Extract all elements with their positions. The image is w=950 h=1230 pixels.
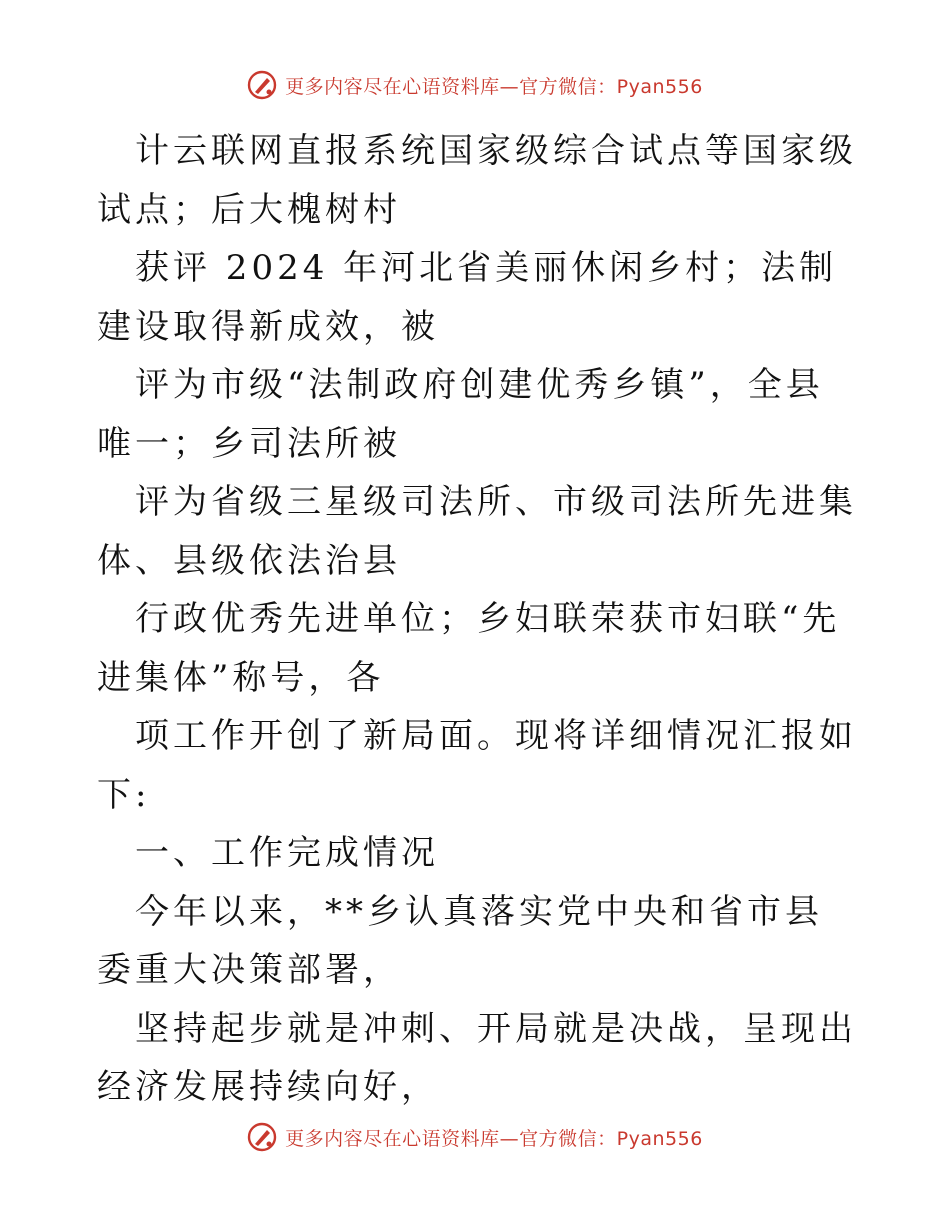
section-heading: 一、工作完成情况	[135, 833, 439, 873]
body-paragraph-3: 评为市级“法制政府创建优秀乡镇”，全县唯一；乡司法所被	[97, 365, 824, 464]
body-paragraph-2: 获评 2024 年河北省美丽休闲乡村；法制建设取得新成效，被	[97, 248, 838, 347]
body-paragraph-8: 今年以来，**乡认真落实党中央和省市县委重大决策部署，	[97, 891, 823, 990]
body-paragraph-1: 计云联网直报系统国家级综合试点等国家级试点；后大槐树村	[97, 131, 857, 230]
header-banner-text: 更多内容尽在心语资料库—官方微信：Pyan556	[285, 75, 703, 98]
footer-banner	[0, 1122, 950, 1152]
footer-banner-text: 更多内容尽在心语资料库—官方微信：Pyan556	[285, 1127, 703, 1150]
body-paragraph-9: 坚持起步就是冲刺、开局就是决战，呈现出经济发展持续向好，	[97, 1008, 857, 1107]
header-banner	[0, 70, 950, 100]
body-paragraph-6: 项工作开创了新局面。现将详细情况汇报如下:	[97, 716, 857, 815]
quill-pen-logo-icon	[247, 1122, 277, 1152]
quill-pen-logo-icon	[247, 70, 277, 100]
body-paragraph-5: 行政优秀先进单位；乡妇联荣获市妇联“先进集体”称号，各	[97, 599, 841, 698]
body-paragraph-4: 评为省级三星级司法所、市级司法所先进集体、县级依法治县	[97, 482, 857, 581]
document-body	[97, 122, 857, 1117]
